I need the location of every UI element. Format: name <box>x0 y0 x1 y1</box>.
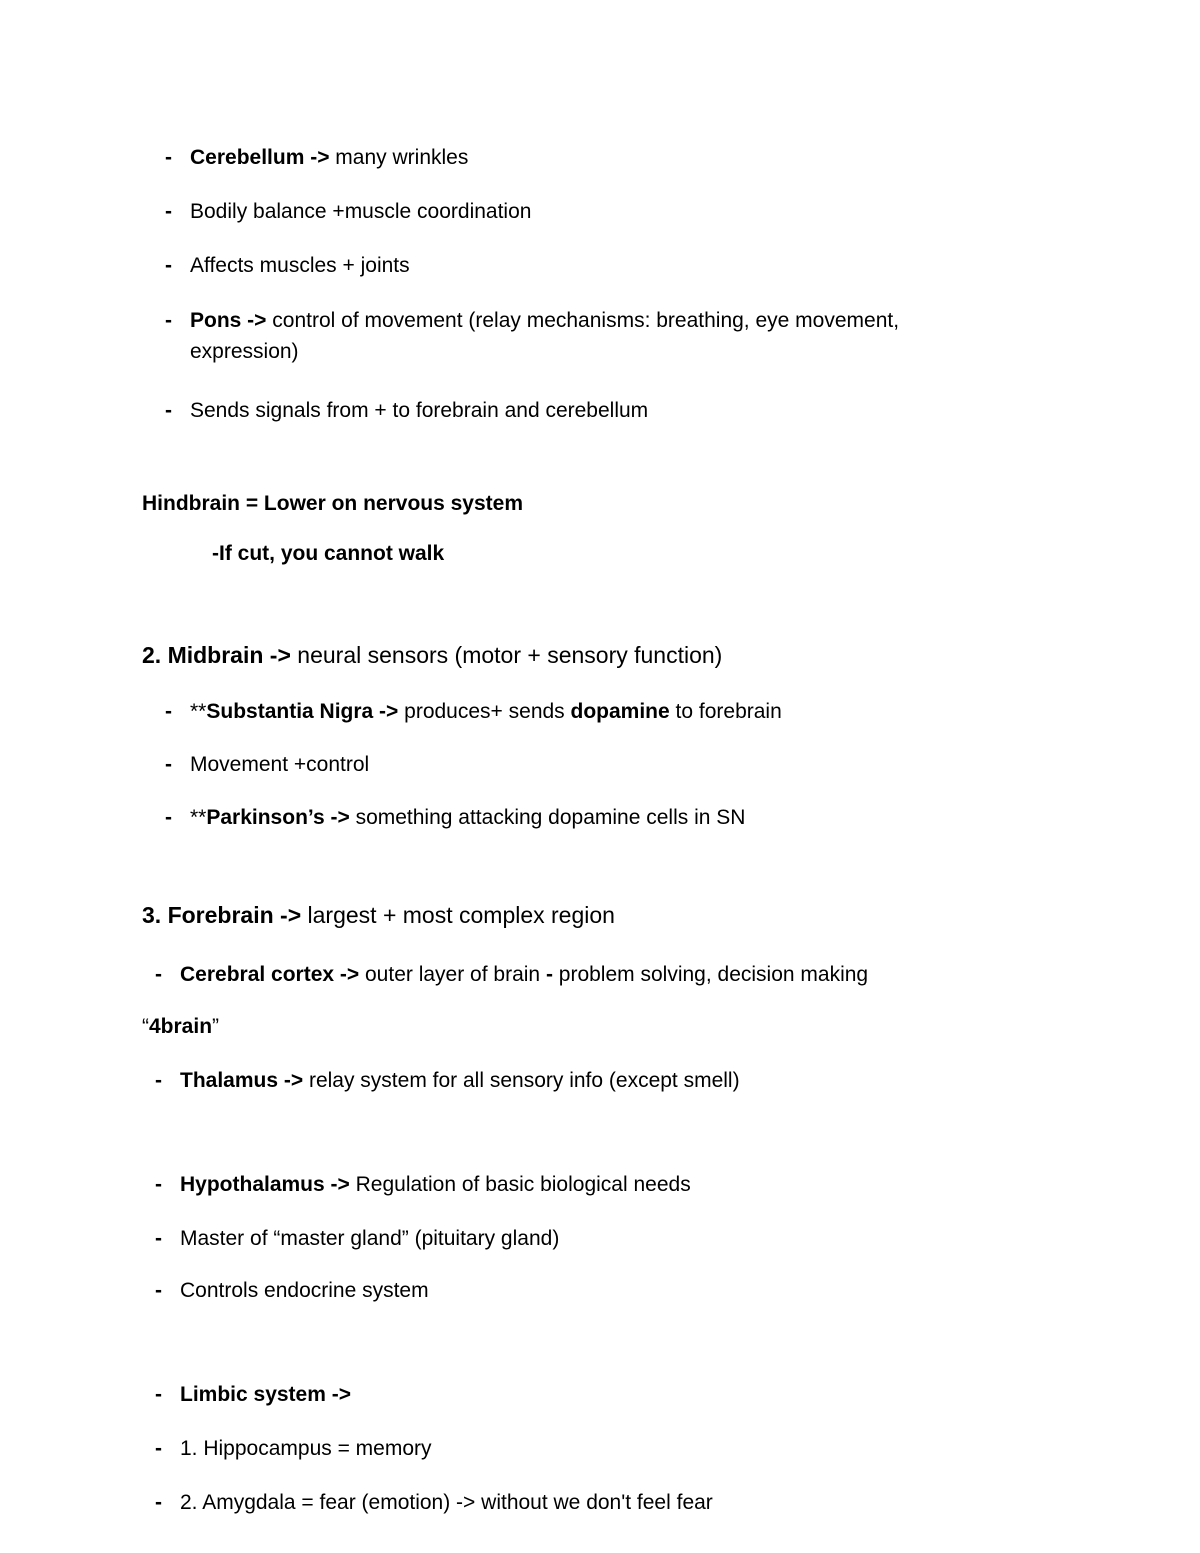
term: Parkinson’s -> <box>206 806 350 829</box>
section-note: -If cut, you cannot walk <box>212 542 445 565</box>
description: Bodily balance +muscle coordination <box>190 200 532 223</box>
list-item <box>180 960 868 990</box>
section-heading <box>142 900 615 930</box>
bullet-dash: - <box>155 963 162 986</box>
list-item-continuation: expression) <box>190 340 299 363</box>
open-quote: “ <box>142 1015 149 1038</box>
description: Regulation of basic biological needs <box>349 1173 691 1196</box>
term: Hypothalamus -> <box>180 1173 350 1196</box>
nickname <box>142 1012 219 1042</box>
term: Substantia Nigra -> <box>206 700 399 723</box>
term: Pons -> <box>190 309 267 332</box>
description: produces+ sends <box>398 700 571 723</box>
heading-term: 3. Forebrain -> <box>142 902 302 928</box>
bullet-dash: - <box>165 200 172 223</box>
bullet-dash: - <box>155 1069 162 1092</box>
list-item <box>190 396 648 426</box>
close-quote: ” <box>212 1015 220 1038</box>
bullet-dash: - <box>165 146 172 169</box>
bullet-dash: - <box>155 1279 162 1302</box>
description: 1. Hippocampus = memory <box>180 1437 432 1460</box>
list-item <box>180 1434 432 1464</box>
bullet-dash: - <box>155 1491 162 1514</box>
description: control of movement (relay mechanisms: breathing, eye movement, <box>266 309 900 332</box>
term-emphasis: dopamine <box>570 700 670 723</box>
heading-description: largest + most complex region <box>301 902 615 928</box>
nickname-text: 4brain <box>149 1015 213 1038</box>
description: Controls endocrine system <box>180 1279 429 1302</box>
list-item <box>190 197 531 227</box>
heading-term: 2. Midbrain -> <box>142 642 291 668</box>
description: many wrinkles <box>329 146 469 169</box>
list-item <box>180 1170 691 1200</box>
heading-description: neural sensors (motor + sensory function) <box>290 642 723 668</box>
bullet-dash: - <box>165 399 172 422</box>
list-item <box>180 1488 713 1518</box>
description: Sends signals from + to forebrain and cerebellum <box>190 399 649 422</box>
inline-dash: - <box>545 963 553 986</box>
list-item <box>180 1066 740 1096</box>
list-item <box>180 1276 429 1306</box>
term: Thalamus -> <box>180 1069 304 1092</box>
marker: ** <box>190 700 207 723</box>
description: outer layer of brain <box>359 963 546 986</box>
list-item <box>190 803 745 833</box>
section-heading <box>142 640 722 670</box>
bullet-dash: - <box>155 1173 162 1196</box>
bullet-dash: - <box>155 1437 162 1460</box>
bullet-dash: - <box>165 806 172 829</box>
description: Affects muscles + joints <box>190 254 410 277</box>
description: 2. Amygdala = fear (emotion) -> without we don't feel fear <box>180 1491 713 1514</box>
bullet-dash: - <box>165 753 172 776</box>
term: Limbic system -> <box>180 1383 351 1406</box>
section-title: Hindbrain = Lower on nervous system <box>142 492 524 515</box>
list-item <box>190 251 410 281</box>
bullet-dash: - <box>165 700 172 723</box>
description: something attacking dopamine cells in SN <box>349 806 746 829</box>
description: Movement +control <box>190 753 370 776</box>
term: Cerebral cortex -> <box>180 963 360 986</box>
marker: ** <box>190 806 207 829</box>
list-item <box>190 143 468 173</box>
bullet-dash: - <box>165 309 172 332</box>
list-item <box>180 1380 351 1410</box>
bullet-dash: - <box>155 1227 162 1250</box>
list-item <box>190 750 369 780</box>
bullet-dash: - <box>155 1383 162 1406</box>
description: Master of “master gland” (pituitary gland) <box>180 1227 560 1250</box>
bullet-dash: - <box>165 254 172 277</box>
description: relay system for all sensory info (except smell) <box>303 1069 740 1092</box>
list-item <box>190 306 899 336</box>
list-item <box>180 1224 559 1254</box>
list-item <box>190 697 782 727</box>
term: Cerebellum -> <box>190 146 330 169</box>
description-end: to forebrain <box>669 700 782 723</box>
description-end: problem solving, decision making <box>552 963 869 986</box>
